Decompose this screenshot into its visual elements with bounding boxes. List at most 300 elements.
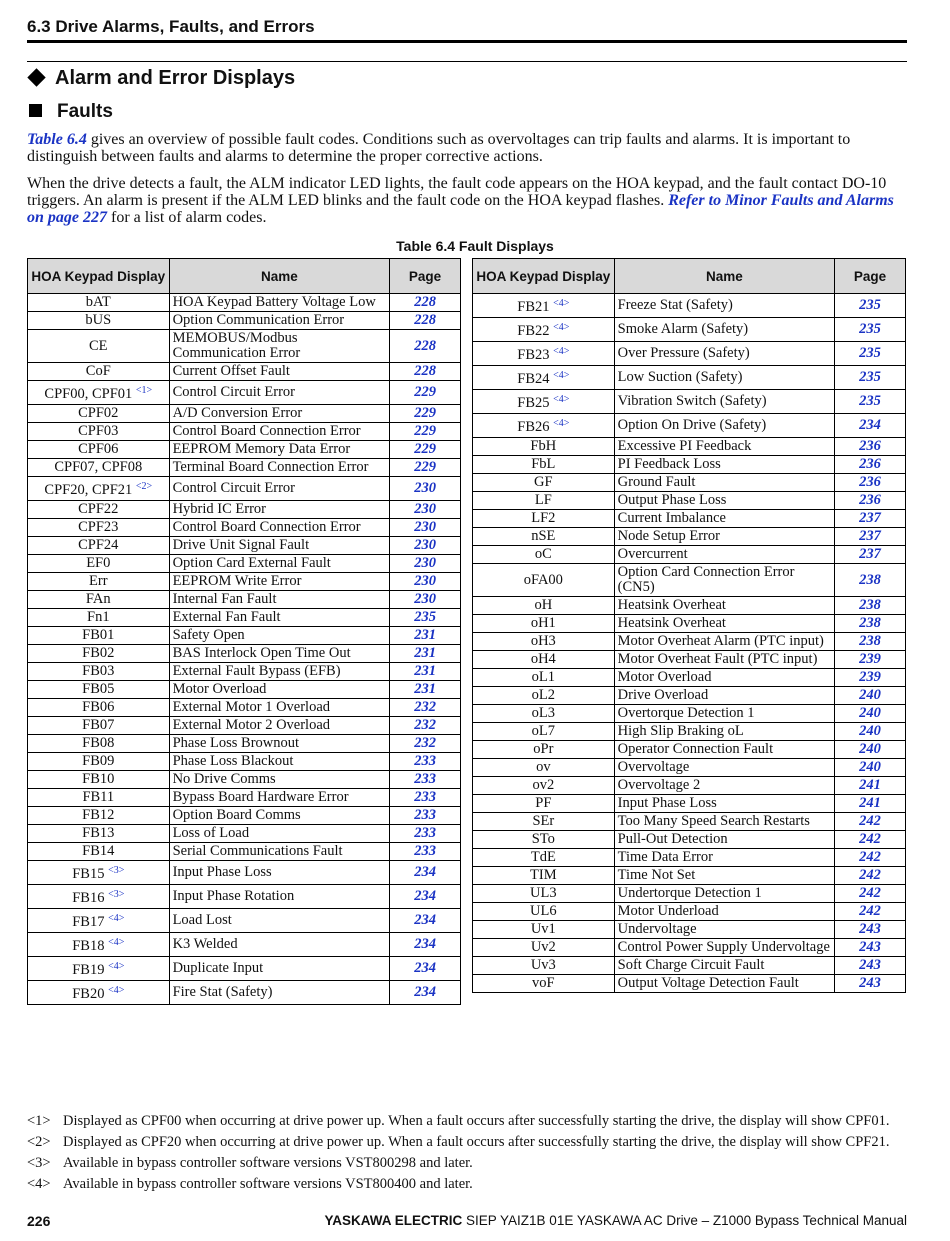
fault-code: bUS <box>85 312 112 328</box>
fault-name: Control Power Supply Undervoltage <box>614 939 834 957</box>
fault-name: Serial Communications Fault <box>169 843 390 861</box>
heading-alarm-error-displays <box>27 64 295 92</box>
col-header-page: Page <box>835 259 906 294</box>
page-link[interactable]: 230 <box>390 537 461 555</box>
fault-name: No Drive Comms <box>169 771 390 789</box>
page-link[interactable]: 230 <box>390 573 461 591</box>
fault-row <box>28 537 461 555</box>
fault-name: External Motor 2 Overload <box>169 717 390 735</box>
footnote-tag: <2> <box>27 1134 51 1150</box>
page-link[interactable]: 235 <box>390 609 461 627</box>
footnote-ref[interactable]: <4> <box>553 370 570 381</box>
fault-row <box>473 546 906 564</box>
page-link[interactable]: 229 <box>390 459 461 477</box>
fault-code: SEr <box>532 813 555 829</box>
page-link[interactable]: 231 <box>390 681 461 699</box>
fault-name: Control Circuit Error <box>169 381 390 405</box>
fault-name: Output Phase Loss <box>614 492 834 510</box>
fault-code: FB02 <box>82 645 115 661</box>
page-link[interactable]: 234 <box>390 957 461 981</box>
page-link[interactable]: 233 <box>390 843 461 861</box>
fault-code-cell <box>28 501 170 519</box>
fault-detection-paragraph <box>27 175 909 226</box>
fault-name: Bypass Board Hardware Error <box>169 789 390 807</box>
page-link[interactable]: 234 <box>390 909 461 933</box>
fault-row <box>28 330 461 363</box>
fault-row <box>473 813 906 831</box>
manual-footer <box>324 1213 907 1228</box>
fault-code-cell <box>28 957 170 981</box>
fault-name: PI Feedback Loss <box>614 456 834 474</box>
fault-code: CPF06 <box>78 441 119 457</box>
fault-row <box>473 597 906 615</box>
page-link[interactable]: 242 <box>835 831 906 849</box>
page-link[interactable]: 243 <box>835 975 906 993</box>
fault-row <box>28 591 461 609</box>
table-6-4-link[interactable]: Table 6.4 <box>27 131 87 148</box>
fault-name: Heatsink Overheat <box>614 615 834 633</box>
intro-paragraph-text: gives an overview of possible fault codes. Conditions such as overvoltages can trip faults and alarms. It is important to distinguish between faults and alarms to determine the proper corrective actions. <box>27 131 851 165</box>
page-link[interactable]: 238 <box>835 615 906 633</box>
fault-name: Fire Stat (Safety) <box>169 981 390 1005</box>
fault-row <box>28 843 461 861</box>
fault-code-cell <box>28 861 170 885</box>
page-link[interactable]: 232 <box>390 735 461 753</box>
col-header-name: Name <box>614 259 834 294</box>
fault-code-cell <box>473 687 615 705</box>
page-link[interactable]: 228 <box>390 363 461 381</box>
fault-row <box>28 753 461 771</box>
footnote-tag: <4> <box>27 1176 51 1192</box>
fault-code: LF2 <box>531 510 556 526</box>
fault-name: Overvoltage <box>614 759 834 777</box>
fault-code-cell <box>28 441 170 459</box>
page-link[interactable]: 239 <box>835 669 906 687</box>
fault-code: UL6 <box>530 903 557 919</box>
fault-row <box>473 456 906 474</box>
footnote-ref[interactable]: <4> <box>553 418 570 429</box>
fault-row <box>28 981 461 1005</box>
fault-row <box>473 474 906 492</box>
fault-row <box>473 831 906 849</box>
fault-name: Undertorque Detection 1 <box>614 885 834 903</box>
fault-code: oL1 <box>531 669 555 685</box>
fault-name: Hybrid IC Error <box>169 501 390 519</box>
page-link[interactable]: 230 <box>390 501 461 519</box>
fault-code-cell <box>473 342 615 366</box>
footnote-ref[interactable]: <4> <box>553 394 570 405</box>
page-link[interactable]: 236 <box>835 438 906 456</box>
fault-code-cell <box>28 681 170 699</box>
fault-code: CPF00, CPF01 <box>44 386 133 402</box>
fault-code: Uv2 <box>530 939 556 955</box>
fault-name: Option On Drive (Safety) <box>614 414 834 438</box>
page-link[interactable]: 233 <box>390 771 461 789</box>
fault-code: oH4 <box>530 651 556 667</box>
page-link[interactable]: 233 <box>390 807 461 825</box>
fault-code: Fn1 <box>87 609 110 625</box>
fault-name: Over Pressure (Safety) <box>614 342 834 366</box>
fault-name: Time Not Set <box>614 867 834 885</box>
fault-code: GF <box>534 474 553 490</box>
fault-code-cell <box>28 735 170 753</box>
minor-faults-link[interactable]: Refer to Minor Faults and Alarms on page 227 <box>27 192 894 226</box>
fault-name: Duplicate Input <box>169 957 390 981</box>
page-link[interactable]: 238 <box>835 633 906 651</box>
fault-row <box>473 342 906 366</box>
page-link[interactable]: 231 <box>390 645 461 663</box>
fault-code-cell <box>28 519 170 537</box>
fault-code: oH <box>534 597 553 613</box>
fault-code: LF <box>534 492 552 508</box>
fault-name: Drive Unit Signal Fault <box>169 537 390 555</box>
fault-name: Motor Overload <box>614 669 834 687</box>
fault-code-cell <box>473 705 615 723</box>
fault-code-cell <box>473 867 615 885</box>
fault-code: ov2 <box>532 777 555 793</box>
fault-name: Input Phase Loss <box>169 861 390 885</box>
fault-code-cell <box>473 723 615 741</box>
page-link[interactable]: 236 <box>835 492 906 510</box>
page-link[interactable]: 233 <box>390 753 461 771</box>
page-link[interactable]: 239 <box>835 651 906 669</box>
fault-code-cell <box>28 294 170 312</box>
fault-code-cell <box>28 909 170 933</box>
fault-code-cell <box>473 777 615 795</box>
fault-code-cell <box>473 921 615 939</box>
fault-code: bAT <box>85 294 111 310</box>
page-link[interactable]: 233 <box>390 789 461 807</box>
fault-row <box>28 699 461 717</box>
footnote-ref[interactable]: <3> <box>108 865 125 876</box>
page-link[interactable]: 242 <box>835 885 906 903</box>
fault-code-cell <box>28 663 170 681</box>
page-link[interactable]: 229 <box>390 441 461 459</box>
fault-row <box>473 294 906 318</box>
fault-code-cell <box>28 645 170 663</box>
fault-code-cell <box>28 312 170 330</box>
page-link[interactable]: 238 <box>835 597 906 615</box>
fault-code-cell <box>473 615 615 633</box>
page-link[interactable]: 242 <box>835 849 906 867</box>
fault-row <box>28 459 461 477</box>
fault-code-cell <box>28 609 170 627</box>
fault-row <box>28 645 461 663</box>
page-link[interactable]: 240 <box>835 741 906 759</box>
fault-code: oFA00 <box>523 571 563 588</box>
fault-code-cell <box>28 789 170 807</box>
fault-code: EF0 <box>86 555 111 571</box>
fault-code: CPF03 <box>78 423 119 439</box>
fault-code: ov <box>536 759 551 775</box>
manual-title: SIEP YAIZ1B 01E YASKAWA AC Drive – Z1000 Bypass Technical Manual <box>462 1213 907 1228</box>
page-link[interactable]: 231 <box>390 627 461 645</box>
page-link[interactable]: 237 <box>835 528 906 546</box>
fault-name: BAS Interlock Open Time Out <box>169 645 390 663</box>
fault-code-cell <box>473 741 615 759</box>
fault-code-cell <box>473 795 615 813</box>
fault-code-cell <box>473 318 615 342</box>
fault-name: Control Board Connection Error <box>169 423 390 441</box>
fault-code-cell <box>28 717 170 735</box>
page-link[interactable]: 236 <box>835 474 906 492</box>
page-link[interactable]: 238 <box>835 564 906 597</box>
fault-row <box>28 519 461 537</box>
fault-code-cell <box>473 813 615 831</box>
page-link[interactable]: 240 <box>835 705 906 723</box>
fault-code: FB18 <box>72 938 105 954</box>
page-link[interactable]: 229 <box>390 423 461 441</box>
page-link[interactable]: 243 <box>835 957 906 975</box>
fault-code: FB17 <box>72 914 105 930</box>
fault-code-cell <box>473 564 615 597</box>
page-link[interactable]: 228 <box>390 312 461 330</box>
fault-code: FB09 <box>82 753 115 769</box>
fault-code-cell <box>473 390 615 414</box>
page-link[interactable]: 240 <box>835 687 906 705</box>
fault-name: Freeze Stat (Safety) <box>614 294 834 318</box>
footnote-ref[interactable]: <4> <box>553 298 570 309</box>
page-link[interactable]: 235 <box>835 366 906 390</box>
fault-row <box>28 477 461 501</box>
fault-code: STo <box>531 831 555 847</box>
fault-name: A/D Conversion Error <box>169 405 390 423</box>
footnote-text: Available in bypass controller software versions VST800298 and later. <box>63 1155 473 1171</box>
fault-row <box>28 555 461 573</box>
fault-row <box>28 771 461 789</box>
fault-name: External Fan Fault <box>169 609 390 627</box>
page-link[interactable]: 236 <box>835 456 906 474</box>
fault-code-cell <box>473 456 615 474</box>
page-link[interactable]: 232 <box>390 699 461 717</box>
fault-row <box>473 723 906 741</box>
fault-code: oL3 <box>531 705 555 721</box>
page-link[interactable]: 235 <box>835 318 906 342</box>
heading-faults <box>27 99 113 125</box>
divider <box>27 61 907 62</box>
fault-name: Terminal Board Connection Error <box>169 459 390 477</box>
fault-name: Loss of Load <box>169 825 390 843</box>
fault-row <box>28 381 461 405</box>
fault-code: FB24 <box>517 371 550 387</box>
fault-name: HOA Keypad Battery Voltage Low <box>169 294 390 312</box>
fault-code-cell <box>28 825 170 843</box>
page-link[interactable]: 234 <box>835 414 906 438</box>
page-link[interactable]: 243 <box>835 921 906 939</box>
fault-row <box>28 663 461 681</box>
page-link[interactable]: 230 <box>390 591 461 609</box>
page-link[interactable]: 240 <box>835 723 906 741</box>
page-link[interactable]: 229 <box>390 381 461 405</box>
footnote-ref[interactable]: <4> <box>108 913 125 924</box>
fault-row <box>473 705 906 723</box>
fault-code: TIM <box>530 867 557 883</box>
fault-code-cell <box>28 459 170 477</box>
fault-row <box>473 366 906 390</box>
page-link[interactable]: 230 <box>390 477 461 501</box>
page-link[interactable]: 242 <box>835 813 906 831</box>
brand-name: YASKAWA ELECTRIC <box>324 1213 463 1228</box>
fault-row <box>28 681 461 699</box>
fault-code-cell <box>473 975 615 993</box>
fault-code-cell <box>473 438 615 456</box>
fault-row <box>28 933 461 957</box>
fault-row <box>28 807 461 825</box>
col-header-display: HOA Keypad Display <box>473 259 615 294</box>
footnote-ref[interactable]: <1> <box>135 385 153 396</box>
fault-row <box>473 615 906 633</box>
fault-name: Overtorque Detection 1 <box>614 705 834 723</box>
fault-name: Option Board Comms <box>169 807 390 825</box>
fault-name: Excessive PI Feedback <box>614 438 834 456</box>
fault-name: Undervoltage <box>614 921 834 939</box>
fault-row <box>28 717 461 735</box>
page-link[interactable]: 237 <box>835 546 906 564</box>
fault-code: FB23 <box>517 347 550 363</box>
fault-name: K3 Welded <box>169 933 390 957</box>
fault-row <box>28 573 461 591</box>
fault-code-cell <box>473 903 615 921</box>
page-link[interactable]: 243 <box>835 939 906 957</box>
col-header-page: Page <box>390 259 461 294</box>
fault-code: CoF <box>85 363 111 379</box>
footnote-ref[interactable]: <4> <box>553 322 570 333</box>
page-link[interactable]: 234 <box>390 885 461 909</box>
footnote-tag: <1> <box>27 1113 51 1129</box>
fault-code: PF <box>535 795 552 811</box>
fault-row <box>473 633 906 651</box>
page-number: 226 <box>27 1213 51 1229</box>
page-link[interactable]: 237 <box>835 510 906 528</box>
fault-table-right <box>472 258 906 993</box>
fault-name: Internal Fan Fault <box>169 591 390 609</box>
page-link[interactable]: 235 <box>835 294 906 318</box>
footnote-ref[interactable]: <4> <box>108 961 125 972</box>
fault-row <box>473 795 906 813</box>
table-caption: Table 6.4 Fault Displays <box>396 238 554 254</box>
fault-code-cell <box>28 933 170 957</box>
fault-name: Time Data Error <box>614 849 834 867</box>
page-link[interactable]: 230 <box>390 519 461 537</box>
fault-code-cell <box>473 885 615 903</box>
fault-row <box>28 501 461 519</box>
page-link[interactable]: 231 <box>390 663 461 681</box>
intro-paragraph <box>27 131 909 165</box>
footnote <box>27 1132 917 1153</box>
fault-code: CPF23 <box>78 519 119 535</box>
fault-code-cell <box>28 981 170 1005</box>
fault-code: FbH <box>530 438 557 454</box>
fault-row <box>473 903 906 921</box>
fault-code: FB21 <box>517 299 550 315</box>
footnote-ref[interactable]: <4> <box>553 346 570 357</box>
fault-code: FB15 <box>72 866 105 882</box>
fault-name: Option Card External Fault <box>169 555 390 573</box>
fault-name: External Fault Bypass (EFB) <box>169 663 390 681</box>
fault-code: FB20 <box>72 986 105 1002</box>
fault-row <box>28 405 461 423</box>
square-bullet-icon <box>29 104 42 117</box>
page-link[interactable]: 242 <box>835 903 906 921</box>
footnote <box>27 1111 917 1132</box>
fault-code-cell <box>473 492 615 510</box>
fault-name: Control Board Connection Error <box>169 519 390 537</box>
fault-name: Motor Overload <box>169 681 390 699</box>
page-link[interactable]: 241 <box>835 777 906 795</box>
fault-code-cell <box>28 627 170 645</box>
fault-code: CPF02 <box>78 405 119 421</box>
fault-name: Input Phase Rotation <box>169 885 390 909</box>
page-link[interactable]: 234 <box>390 981 461 1005</box>
fault-name: Pull-Out Detection <box>614 831 834 849</box>
fault-code-cell <box>473 669 615 687</box>
page-link[interactable]: 234 <box>390 933 461 957</box>
page-link[interactable]: 229 <box>390 405 461 423</box>
fault-row <box>473 669 906 687</box>
fault-code-cell <box>473 474 615 492</box>
fault-code: FB05 <box>82 681 115 697</box>
page-link[interactable]: 233 <box>390 825 461 843</box>
page-link[interactable]: 235 <box>835 342 906 366</box>
fault-code: CE <box>89 337 108 354</box>
fault-row <box>473 885 906 903</box>
fault-code: oL2 <box>531 687 555 703</box>
fault-row <box>28 789 461 807</box>
fault-code-cell <box>28 807 170 825</box>
fault-code-cell <box>473 759 615 777</box>
fault-code: Uv1 <box>530 921 556 937</box>
page-link[interactable]: 242 <box>835 867 906 885</box>
fault-code: FB26 <box>517 419 550 435</box>
fault-code-cell <box>28 753 170 771</box>
footnote-ref[interactable]: <3> <box>108 889 125 900</box>
fault-name: EEPROM Memory Data Error <box>169 441 390 459</box>
fault-name: Option Communication Error <box>169 312 390 330</box>
fault-row <box>28 885 461 909</box>
footnote-ref[interactable]: <2> <box>135 481 153 492</box>
fault-row <box>473 759 906 777</box>
fault-detection-tail: for a list of alarm codes. <box>107 209 267 226</box>
page-link[interactable]: 230 <box>390 555 461 573</box>
page-link[interactable]: 235 <box>835 390 906 414</box>
fault-code: oC <box>534 546 552 562</box>
footnote <box>27 1174 917 1195</box>
fault-code: CPF07, CPF08 <box>54 459 143 475</box>
page-link[interactable]: 232 <box>390 717 461 735</box>
fault-row <box>473 921 906 939</box>
fault-code: nSE <box>531 528 556 544</box>
fault-name: Low Suction (Safety) <box>614 366 834 390</box>
page-link[interactable]: 234 <box>390 861 461 885</box>
fault-row <box>473 957 906 975</box>
fault-name: Control Circuit Error <box>169 477 390 501</box>
page-link[interactable]: 240 <box>835 759 906 777</box>
page-link[interactable]: 228 <box>390 330 461 363</box>
heading2-text: Faults <box>57 101 113 122</box>
footnote-ref[interactable]: <4> <box>108 985 125 996</box>
fault-name: Option Card Connection Error (CN5) <box>614 564 834 597</box>
page-link[interactable]: 228 <box>390 294 461 312</box>
page-link[interactable]: 241 <box>835 795 906 813</box>
fault-code: FB07 <box>82 717 115 733</box>
fault-row <box>28 609 461 627</box>
section-header <box>27 16 907 43</box>
fault-name: Safety Open <box>169 627 390 645</box>
fault-name: EEPROM Write Error <box>169 573 390 591</box>
footnote-ref[interactable]: <4> <box>108 937 125 948</box>
fault-code: oH3 <box>530 633 556 649</box>
fault-row <box>473 564 906 597</box>
